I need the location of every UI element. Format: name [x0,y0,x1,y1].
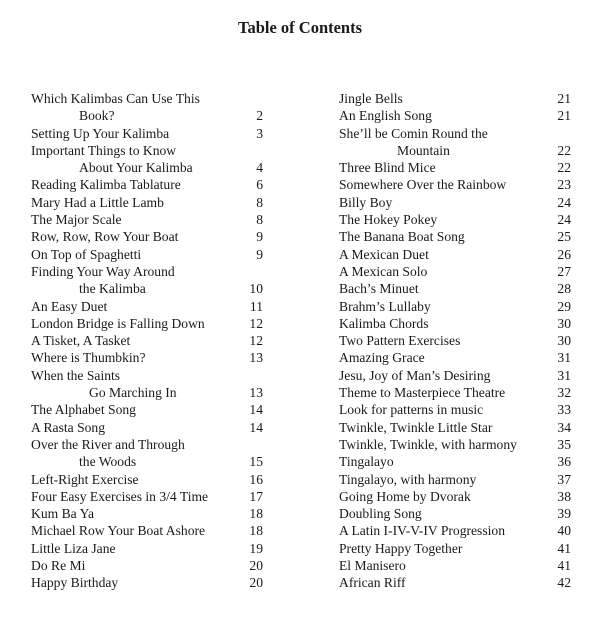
toc-entry-page: 20 [249,575,263,591]
toc-entry-title: About Your Kalimba [79,160,193,176]
toc-entry-page: 12 [249,333,263,349]
toc-entry [339,522,571,539]
toc-entry-page: 17 [249,488,263,504]
toc-left-column [31,90,263,592]
toc-entry-title: Go Marching In [89,385,177,401]
toc-entry-title: Which Kalimbas Can Use This [31,91,200,106]
toc-entry-page: 28 [557,281,571,297]
toc-entry-title: A Mexican Duet [339,246,429,262]
toc-entry-title: Bach’s Minuet [339,281,419,297]
toc-entry-page: 6 [256,177,263,193]
toc-entry-page: 25 [557,229,571,245]
toc-entry [339,332,571,349]
toc-entry-page: 2 [256,108,263,124]
toc-entry [339,453,571,470]
toc-entry-page: 24 [557,194,571,210]
toc-entry-title: Reading Kalimba Tablature [31,177,181,193]
toc-entry-title: Happy Birthday [31,575,119,591]
toc-entry-title: A Latin I-IV-V-IV Progression [339,523,506,539]
toc-entry-title: The Hokey Pokey [339,212,438,228]
toc-entry [339,505,571,522]
toc-entry [31,488,263,505]
toc-entry-title: Where is Thumbkin? [31,350,146,366]
toc-entry-title: Three Blind Mice [339,160,436,176]
toc-entry-page: 13 [249,350,263,366]
toc-entry [31,228,263,245]
toc-entry-title: Tingalayo, with harmony [339,471,477,487]
toc-entry [31,540,263,557]
toc-entry-page: 26 [557,246,571,262]
toc-entry [339,436,571,453]
toc-entry-title: Important Things to Know [31,142,177,158]
toc-entry-page: 35 [557,436,571,452]
toc-entry [339,367,571,384]
toc-entry-title: Amazing Grace [339,350,425,366]
toc-entry [339,540,571,557]
toc-entry-title: An English Song [339,108,432,124]
toc-entry [31,471,263,488]
toc-entry-page: 31 [557,350,571,366]
toc-entry-title: Brahm’s Lullaby [339,298,431,314]
toc-entry-page: 18 [249,523,263,539]
toc-entry-page: 41 [557,558,571,574]
toc-entry-title: A Rasta Song [31,419,106,435]
toc-entry [339,176,571,193]
toc-entry-title: Pretty Happy Together [339,540,463,556]
toc-entry-title: A Mexican Solo [339,263,428,279]
toc-entry [339,211,571,228]
toc-entry [31,90,263,107]
toc-entry [339,384,571,401]
toc-entry-title: The Banana Boat Song [339,229,465,245]
toc-entry [31,384,263,401]
page-title: Table of Contents [237,18,363,37]
toc-entry-title: Finding Your Way Around [31,263,175,279]
toc-entry-title: Setting Up Your Kalimba [31,125,170,141]
toc-entry-page: 21 [557,91,571,106]
toc-entry [31,436,263,453]
toc-entry [339,228,571,245]
toc-entry-title: Look for patterns in music [339,402,484,418]
toc-entry [339,488,571,505]
toc-entry-title: Theme to Masterpiece Theatre [339,385,506,401]
toc-entry-title: Jesu, Joy of Man’s Desiring [339,367,491,383]
toc-entry [339,315,571,332]
toc-entry-page: 8 [256,194,263,210]
toc-entry-title: Mountain [397,142,450,158]
toc-entry [339,246,571,263]
toc-entry [339,349,571,366]
toc-entry-title: Twinkle, Twinkle, with harmony [339,436,517,452]
toc-entry [339,401,571,418]
toc-entry [339,159,571,176]
toc-entry-page: 40 [557,523,571,539]
toc-entry-page: 10 [249,281,263,297]
toc-entry-page: 41 [557,540,571,556]
toc-entry-title: The Alphabet Song [31,402,136,418]
toc-entry-title: An Easy Duet [31,298,108,314]
toc-entry-title: Kum Ba Ya [31,506,95,522]
toc-entry-title: Michael Row Your Boat Ashore [31,523,206,539]
toc-entry-page: 3 [256,125,263,141]
toc-entry-page: 32 [557,385,571,401]
toc-entry-title: El Manisero [339,558,406,574]
toc-entry-title: On Top of Spaghetti [31,246,142,262]
toc-entry [31,107,263,124]
toc-entry-page: 23 [557,177,571,193]
toc-entry [339,90,571,107]
toc-entry-title: Little Liza Jane [31,540,116,556]
toc-entry [31,349,263,366]
toc-entry [31,453,263,470]
toc-entry-page: 36 [557,454,571,470]
toc-entry-page: 15 [249,454,263,470]
toc-entry-page: 20 [249,558,263,574]
toc-entry-page: 14 [249,419,263,435]
toc-entry [339,142,571,159]
toc-entry-title: Kalimba Chords [339,315,429,331]
toc-entry [339,280,571,297]
toc-entry-page: 38 [557,488,571,504]
toc-entry-page: 29 [557,298,571,314]
toc-entry [31,505,263,522]
toc-entry-page: 37 [557,471,571,487]
toc-entry [339,471,571,488]
toc-entry-title: Over the River and Through [31,436,185,452]
toc-entry-title: African Riff [339,575,406,591]
toc-entry [31,574,263,591]
toc-right-column [339,90,571,592]
toc-entry-page: 9 [256,246,263,262]
toc-entry [31,194,263,211]
toc-entry-title: Left-Right Exercise [31,471,139,487]
toc-entry [31,557,263,574]
toc-entry [339,419,571,436]
toc-entry [31,522,263,539]
toc-entry [31,263,263,280]
toc-entry-page: 18 [249,506,263,522]
toc-entry-title: Row, Row, Row Your Boat [31,229,179,245]
toc-entry [31,125,263,142]
toc-entry-title: A Tisket, A Tasket [31,333,131,349]
toc-entry-title: When the Saints [31,367,121,383]
toc-entry-title: Twinkle, Twinkle Little Star [339,419,493,435]
toc-entry-page: 16 [249,471,263,487]
toc-entry-title: Jingle Bells [339,91,403,106]
toc-entry-page: 31 [557,367,571,383]
toc-entry-page: 8 [256,212,263,228]
toc-entry [31,176,263,193]
toc-entry [31,142,263,159]
toc-entry [31,159,263,176]
toc-entry-title: Going Home by Dvorak [339,488,471,504]
toc-entry-page: 42 [557,575,571,591]
toc-entry [31,280,263,297]
toc-entry-title: The Major Scale [31,212,122,228]
toc-entry-title: the Kalimba [79,281,146,297]
toc-entry-page: 30 [557,315,571,331]
toc-entry-title: Billy Boy [339,194,393,210]
toc-entry-title: Four Easy Exercises in 3/4 Time [31,488,209,504]
toc-entry [339,194,571,211]
toc-entry [339,557,571,574]
toc-entry [339,107,571,124]
toc-entry-page: 19 [249,540,263,556]
toc-entry [31,211,263,228]
toc-entry-page: 21 [557,108,571,124]
toc-entry-title: Somewhere Over the Rainbow [339,177,507,193]
toc-entry [339,263,571,280]
toc-entry [31,298,263,315]
toc-entry-page: 14 [249,402,263,418]
toc-entry-page: 34 [557,419,571,435]
toc-entry-page: 39 [557,506,571,522]
toc-entry [31,332,263,349]
toc-entry-title: Doubling Song [339,506,422,522]
toc-entry-title: Mary Had a Little Lamb [31,194,164,210]
toc-entry-title: Book? [79,108,115,124]
toc-entry-title: London Bridge is Falling Down [31,315,205,331]
toc-entry [31,419,263,436]
toc-entry-title: Do Re Mi [31,558,86,574]
toc-entry [31,401,263,418]
toc-entry-page: 4 [256,160,263,176]
toc-entry [339,574,571,591]
toc-entry-page: 24 [557,212,571,228]
toc-entry [31,315,263,332]
toc-entry-title: Two Pattern Exercises [339,333,461,349]
toc-entry-page: 22 [557,160,571,176]
toc-entry-page: 30 [557,333,571,349]
toc-entry-page: 33 [557,402,571,418]
toc-entry-page: 27 [557,263,571,279]
toc-entry-title: Tingalayo [339,454,394,470]
toc-entry [339,125,571,142]
toc-entry-page: 11 [249,298,263,314]
toc-entry-page: 22 [557,142,571,158]
toc-entry [31,367,263,384]
toc-entry [31,246,263,263]
toc-entry-page: 9 [256,229,263,245]
toc-entry-title: She’ll be Comin Round the [339,125,488,141]
toc-entry-page: 13 [249,385,263,401]
toc-entry-title: the Woods [79,454,137,470]
toc-entry [339,298,571,315]
toc-entry-page: 12 [249,315,263,331]
